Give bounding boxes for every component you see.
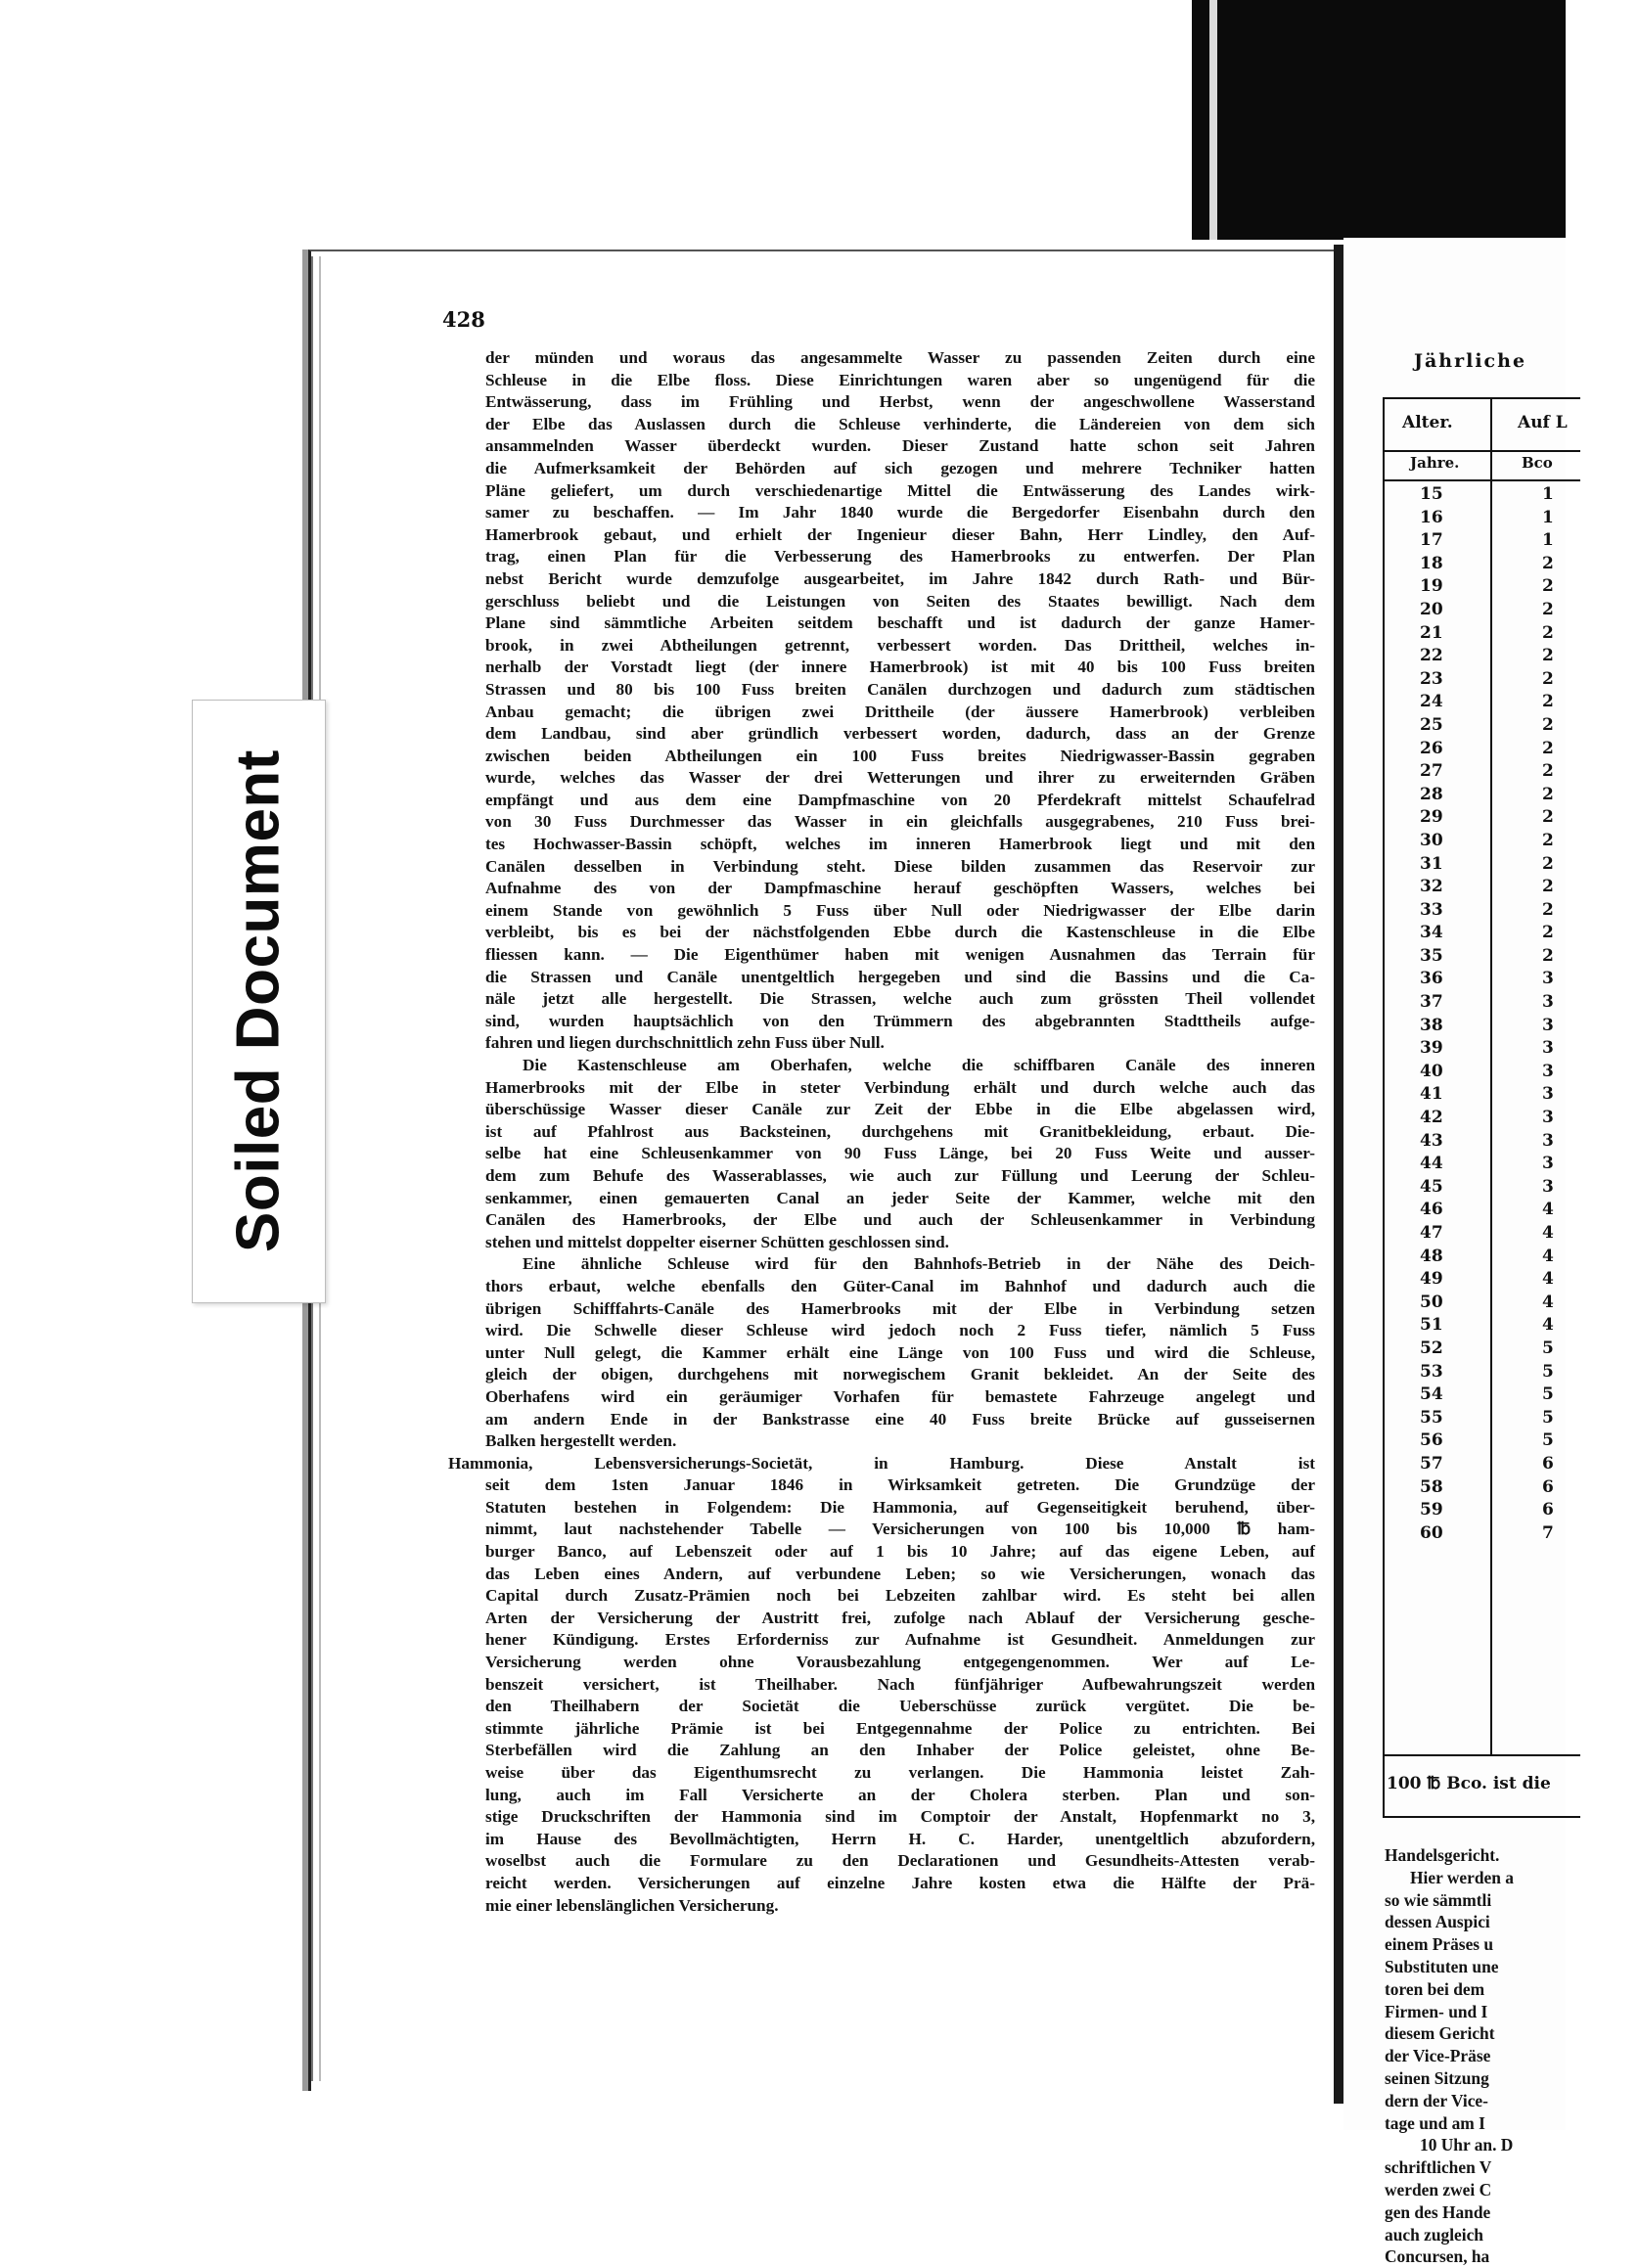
text-line: Anbau gemacht; die übrigen zwei Drittheile (der äussere Hamerbrook) verbleiben bbox=[485, 702, 1315, 721]
text-line: gen des Hande bbox=[1385, 2201, 1491, 2222]
book-gutter bbox=[1334, 245, 1343, 2104]
value-cell: 4 bbox=[1542, 1315, 1554, 1336]
age-cell: 37 bbox=[1420, 992, 1443, 1013]
table-row bbox=[1385, 646, 1580, 669]
table-row bbox=[1385, 1131, 1580, 1155]
table-row bbox=[1385, 923, 1580, 946]
table-row bbox=[1385, 1269, 1580, 1293]
table-row bbox=[1385, 1408, 1580, 1431]
text-line: Eine ähnliche Schleuse wird für den Bahnhofs-Betrieb in der Nähe des Deich- bbox=[523, 1254, 1315, 1274]
text-line: Sterbefällen wird die Zahlung an den Inhaber der Police geleistet, ohne Be- bbox=[485, 1741, 1315, 1760]
value-cell: 2 bbox=[1542, 899, 1554, 920]
table-row bbox=[1385, 739, 1580, 762]
value-cell: 2 bbox=[1542, 622, 1554, 643]
text-line: dem Landbau, sind aber gründlich verbessert worden, dadurch, dass an der Grenze bbox=[485, 724, 1315, 744]
value-cell: 3 bbox=[1542, 1061, 1554, 1081]
text-line: unter Null gelegt, die Kammer erhält eine Länge von 100 Fuss und wird die Schleuse, bbox=[485, 1342, 1315, 1362]
value-cell: 5 bbox=[1542, 1338, 1554, 1358]
text-line: tage und am I bbox=[1385, 2112, 1485, 2133]
table-row bbox=[1385, 715, 1580, 739]
value-cell: 5 bbox=[1542, 1361, 1554, 1382]
text-line: nebst Bericht wurde demzufolge ausgearbeitet, im Jahre 1842 durch Rath- und Bür- bbox=[485, 568, 1315, 588]
text-line: auch zugleich bbox=[1385, 2224, 1483, 2245]
age-cell: 39 bbox=[1420, 1038, 1443, 1059]
text-line: selbe hat eine Schleusenkammer von 90 Fuss Länge, bei 20 Fuss Weite und ausser- bbox=[485, 1144, 1315, 1163]
text-line: überschüssige Wasser dieser Canäle zur Zeit der Ebbe in die Elbe abgelassen wird, bbox=[485, 1100, 1315, 1119]
age-cell: 27 bbox=[1420, 761, 1443, 782]
value-cell: 2 bbox=[1542, 945, 1554, 966]
text-line: näle jetzt alle hergestellt. Die Strassen, welche auch zum grössten Theil vollendet bbox=[485, 989, 1315, 1009]
age-cell: 41 bbox=[1420, 1084, 1443, 1105]
age-cell: 16 bbox=[1420, 507, 1443, 527]
text-line: thors erbaut, welche ebenfalls den Güter-Canal im Bahnhof und dadurch auch die bbox=[485, 1276, 1315, 1295]
table-row bbox=[1385, 600, 1580, 623]
text-line: der Elbe das Auslassen durch die Schleuse verhinderte, die Ländereien von dem sich bbox=[485, 414, 1315, 433]
text-line: reicht werden. Versicherungen auf einzelne Jahre kosten etwa die Hälfte der Prä- bbox=[485, 1873, 1315, 1892]
table-row bbox=[1385, 992, 1580, 1016]
value-cell: 2 bbox=[1542, 807, 1554, 828]
text-line: Balken hergestellt werden. bbox=[485, 1431, 677, 1451]
text-line: burger Banco, auf Lebenszeit oder auf 1 bis 10 Jahre; auf das eigene Leben, auf bbox=[485, 1542, 1315, 1562]
age-cell: 38 bbox=[1420, 1015, 1443, 1035]
age-cell: 31 bbox=[1420, 853, 1443, 874]
text-line: das Leben eines Andern, auf verbundene Leben; so wie Versicherungen, wonach das bbox=[485, 1564, 1315, 1583]
text-line: stehen und mittelst doppelter eiserner Schütten geschlossen sind. bbox=[485, 1232, 949, 1251]
age-cell: 29 bbox=[1420, 807, 1443, 828]
age-cell: 47 bbox=[1420, 1223, 1443, 1243]
value-cell: 2 bbox=[1542, 877, 1554, 897]
text-line: fahren und liegen durchschnittlich zehn Fuss über Null. bbox=[485, 1033, 885, 1053]
text-line: die Strassen und Canäle unentgeltlich hergegeben und sind die Bassins und die Ca- bbox=[485, 967, 1315, 986]
text-line: dem zum Behufe des Wasserablasses, wie auch zur Füllung und Leerung der Schleu- bbox=[485, 1165, 1315, 1185]
text-line: tes Hochwasser-Bassin schöpft, welches im inneren Hamerbrook liegt und mit den bbox=[485, 835, 1315, 854]
text-line: Firmen- und I bbox=[1385, 2001, 1488, 2021]
value-cell: 2 bbox=[1542, 692, 1554, 712]
table-body bbox=[1385, 484, 1580, 1546]
table-row bbox=[1385, 576, 1580, 600]
text-line: Capital durch Zusatz-Prämien noch bei Lebzeiten zahlbar wird. Es steht bei allen bbox=[485, 1586, 1315, 1606]
table-row bbox=[1385, 1362, 1580, 1385]
text-line: Substituten une bbox=[1385, 1956, 1499, 1976]
text-line: einem Präses u bbox=[1385, 1934, 1494, 1955]
table-row bbox=[1385, 1062, 1580, 1085]
age-cell: 45 bbox=[1420, 1176, 1443, 1197]
table-row bbox=[1385, 807, 1580, 831]
text-line: der Vice-Präse bbox=[1385, 2046, 1491, 2066]
text-line: Die Kastenschleuse am Oberhafen, welche die schiffbaren Canäle des inneren bbox=[523, 1056, 1315, 1074]
text-line: dessen Auspici bbox=[1385, 1912, 1490, 1932]
table-row bbox=[1385, 484, 1580, 508]
age-cell: 46 bbox=[1420, 1200, 1443, 1220]
table-row bbox=[1385, 1177, 1580, 1201]
table-row bbox=[1385, 530, 1580, 554]
text-line: diesem Gericht bbox=[1385, 2023, 1495, 2044]
age-cell: 57 bbox=[1420, 1453, 1443, 1474]
value-cell: 3 bbox=[1542, 969, 1554, 989]
age-cell: 21 bbox=[1420, 622, 1443, 643]
text-line: ist auf Pfahlrost aus Backsteinen, durchgehens mit Granitbekleidung, erbaut. Die- bbox=[485, 1121, 1315, 1141]
text-line: Hier werden a bbox=[1410, 1867, 1514, 1887]
text-line: gleich der obigen, durchgehens mit norwegischem Granit bekleidet. An der Seite des bbox=[485, 1365, 1315, 1384]
value-cell: 1 bbox=[1542, 484, 1554, 504]
table-row bbox=[1385, 1338, 1580, 1362]
text-line: von 30 Fuss Durchmesser das Wasser in ein gleichfalls ausgegrabenes, 210 Fuss brei- bbox=[485, 812, 1315, 832]
value-cell: 2 bbox=[1542, 553, 1554, 573]
table-row bbox=[1385, 1247, 1580, 1270]
age-cell: 42 bbox=[1420, 1108, 1443, 1128]
text-line: dern der Vice- bbox=[1385, 2090, 1488, 2110]
age-cell: 20 bbox=[1420, 599, 1443, 619]
age-cell: 28 bbox=[1420, 784, 1443, 804]
value-cell: 2 bbox=[1542, 738, 1554, 758]
age-cell: 17 bbox=[1420, 530, 1443, 551]
table-row bbox=[1385, 1154, 1580, 1177]
value-cell: 6 bbox=[1542, 1453, 1554, 1474]
right-page-text bbox=[1385, 1844, 1639, 2268]
table-row bbox=[1385, 1016, 1580, 1039]
table-row bbox=[1385, 900, 1580, 924]
age-cell: 52 bbox=[1420, 1338, 1443, 1358]
age-cell: 51 bbox=[1420, 1315, 1443, 1336]
age-cell: 54 bbox=[1420, 1384, 1443, 1405]
text-line: am andern Ende in der Bankstrasse eine 40 Fuss breite Brücke auf gusseisernen bbox=[485, 1409, 1315, 1429]
page-number: 428 bbox=[442, 307, 485, 332]
age-cell: 36 bbox=[1420, 969, 1443, 989]
age-cell: 50 bbox=[1420, 1292, 1443, 1312]
age-cell: 19 bbox=[1420, 576, 1443, 597]
table-row bbox=[1385, 1200, 1580, 1223]
text-line: wird. Die Schwelle dieser Schleuse wird jedoch noch 2 Fuss tiefer, nämlich 5 Fuss bbox=[485, 1321, 1315, 1340]
text-line: Canälen desselben in Verbindung steht. Diese bilden zusammen das Reservoir zur bbox=[485, 856, 1315, 876]
value-cell: 3 bbox=[1542, 1108, 1554, 1128]
table-row bbox=[1385, 1523, 1580, 1547]
value-cell: 2 bbox=[1542, 714, 1554, 735]
text-line: Entwässerung, dass im Frühling und Herbst, wenn der angeschwollene Wasserstand bbox=[485, 392, 1315, 412]
table-row bbox=[1385, 1038, 1580, 1062]
text-line: einem Stande von gewöhnlich 5 Fuss über Null oder Niedrigwasser der Elbe darin bbox=[485, 900, 1315, 920]
text-line: Canälen des Hamerbrooks, der Elbe und auch der Schleusenkammer in Verbindung bbox=[485, 1210, 1315, 1230]
table-unit-row bbox=[1385, 450, 1580, 481]
scanner-background bbox=[1192, 0, 1566, 240]
table-row bbox=[1385, 1293, 1580, 1316]
value-cell: 2 bbox=[1542, 853, 1554, 874]
age-cell: 44 bbox=[1420, 1154, 1443, 1174]
table-row bbox=[1385, 508, 1580, 531]
age-cell: 18 bbox=[1420, 553, 1443, 573]
text-line: seinen Sitzung bbox=[1385, 2067, 1489, 2088]
value-cell: 2 bbox=[1542, 923, 1554, 943]
value-column-header: Auf L bbox=[1518, 413, 1568, 432]
text-line: senkammer, einen gemauerten Canal an jeder Seite der Kammer, welche mit den bbox=[485, 1188, 1315, 1207]
age-cell: 26 bbox=[1420, 738, 1443, 758]
text-line: so wie sämmtli bbox=[1385, 1889, 1492, 1910]
age-cell: 60 bbox=[1420, 1522, 1443, 1543]
age-cell: 34 bbox=[1420, 923, 1443, 943]
text-line: im Hause des Bevollmächtigten, Herrn H. C. Harder, unentgeltlich abzufordern, bbox=[485, 1829, 1315, 1848]
text-line: nerhalb der Vorstadt liegt (der innere Hamerbrook) ist mit 40 bis 100 Fuss breiten bbox=[485, 658, 1315, 677]
age-unit: Jahre. bbox=[1410, 454, 1460, 472]
value-cell: 1 bbox=[1542, 530, 1554, 551]
table-row bbox=[1385, 1108, 1580, 1131]
text-line: weise über das Eigenthumsrecht zu verlangen. Die Hammonia leistet Zah- bbox=[485, 1763, 1315, 1782]
value-cell: 2 bbox=[1542, 668, 1554, 689]
text-line: der münden und woraus das angesammelte Wasser zu passenden Zeiten durch eine bbox=[485, 348, 1315, 367]
age-cell: 56 bbox=[1420, 1430, 1443, 1451]
text-line: fliessen kann. — Die Eigenthümer haben mit wenigen Ausnahmen das Terrain für bbox=[485, 945, 1315, 965]
age-cell: 33 bbox=[1420, 899, 1443, 920]
text-line: toren bei dem bbox=[1385, 1978, 1485, 1999]
value-cell: 2 bbox=[1542, 761, 1554, 782]
text-line: woselbst auch die Formulare zu den Declarationen und Gesundheits-Attesten verab- bbox=[485, 1851, 1315, 1871]
text-line: lung, auch im Fall Versicherte an der Cholera sterben. Plan und son- bbox=[485, 1785, 1315, 1804]
text-line: den Theilhabern der Societät die Ueberschüsse zurück vergütet. Die be- bbox=[485, 1697, 1315, 1716]
table-row bbox=[1385, 1084, 1580, 1108]
scanner-gap bbox=[1209, 0, 1217, 240]
value-cell: 2 bbox=[1542, 576, 1554, 597]
table-row bbox=[1385, 669, 1580, 693]
age-cell: 30 bbox=[1420, 830, 1443, 850]
text-line: Aufnahme des von der Dampfmaschine herauf geschöpften Wassers, welches bei bbox=[485, 879, 1315, 898]
table-footer-text: 100 ℔ Bco. ist die bbox=[1387, 1774, 1551, 1793]
text-line: stimmte jährliche Prämie ist bei Entgegennahme der Police zu entrichten. Bei bbox=[485, 1718, 1315, 1738]
value-cell: 5 bbox=[1542, 1430, 1554, 1451]
table-row bbox=[1385, 623, 1580, 647]
text-line: Plane sind sämmtliche Arbeiten seitdem beschafft und ist dadurch der ganze Hamer- bbox=[485, 613, 1315, 633]
text-line: Arten der Versicherung der Austritt frei, zufolge nach Ablauf der Versicherung gesche- bbox=[485, 1608, 1315, 1627]
table-row bbox=[1385, 831, 1580, 854]
value-cell: 3 bbox=[1542, 1130, 1554, 1151]
table-row bbox=[1385, 1223, 1580, 1247]
text-line: empfängt und aus dem eine Dampfmaschine von 20 Pferdekraft mittelst Schaufelrad bbox=[485, 790, 1315, 809]
table-row bbox=[1385, 854, 1580, 878]
age-cell: 35 bbox=[1420, 945, 1443, 966]
table-row bbox=[1385, 1454, 1580, 1477]
value-cell: 2 bbox=[1542, 646, 1554, 666]
table-row bbox=[1385, 1315, 1580, 1338]
age-cell: 58 bbox=[1420, 1476, 1443, 1497]
text-line: übrigen Schifffahrts-Canäle des Hamerbrooks mit der Elbe in Verbindung setzen bbox=[485, 1298, 1315, 1318]
table-row bbox=[1385, 692, 1580, 715]
value-cell: 3 bbox=[1542, 1084, 1554, 1105]
text-line: Hamerbrooks mit der Elbe in steter Verbindung erhält und durch welche auch das bbox=[485, 1077, 1315, 1097]
age-cell: 22 bbox=[1420, 646, 1443, 666]
age-cell: 32 bbox=[1420, 877, 1443, 897]
value-cell: 4 bbox=[1542, 1269, 1554, 1290]
soiled-document-text: Soiled Document bbox=[224, 749, 293, 1252]
age-cell: 49 bbox=[1420, 1269, 1443, 1290]
table-row bbox=[1385, 785, 1580, 808]
age-cell: 23 bbox=[1420, 668, 1443, 689]
age-cell: 59 bbox=[1420, 1500, 1443, 1520]
value-cell: 3 bbox=[1542, 1176, 1554, 1197]
age-cell: 43 bbox=[1420, 1130, 1443, 1151]
table-row bbox=[1385, 969, 1580, 992]
text-line: seit dem 1sten Januar 1846 in Wirksamkeit getreten. Die Grundzüge der bbox=[485, 1475, 1315, 1495]
text-line: brook, in zwei Abtheilungen getrennt, verbessert worden. Das Drittheil, welches in- bbox=[485, 635, 1315, 655]
table-row bbox=[1385, 877, 1580, 900]
text-line: hener Kündigung. Erstes Erforderniss zur Aufnahme ist Gesundheit. Anmeldungen zur bbox=[485, 1630, 1315, 1650]
table-title: Jährliche bbox=[1414, 350, 1527, 372]
value-cell: 2 bbox=[1542, 784, 1554, 804]
value-cell: 3 bbox=[1542, 1154, 1554, 1174]
text-line: gerschluss beliebt und die Leistungen von Seiten des Staates bewilligt. Nach dem bbox=[485, 591, 1315, 611]
age-cell: 55 bbox=[1420, 1407, 1443, 1428]
value-cell: 5 bbox=[1542, 1384, 1554, 1405]
value-cell: 7 bbox=[1542, 1522, 1554, 1543]
age-cell: 53 bbox=[1420, 1361, 1443, 1382]
value-cell: 6 bbox=[1542, 1500, 1554, 1520]
text-line: wurde, welches das Wasser der drei Wetterungen und ihrer zu erweiternden Gräben bbox=[485, 768, 1315, 788]
text-line: benszeit versichert, ist Theilhaber. Nach fünfjähriger Aufbewahrungszeit werden bbox=[485, 1674, 1315, 1694]
value-cell: 3 bbox=[1542, 1038, 1554, 1059]
age-cell: 15 bbox=[1420, 484, 1443, 504]
text-line: Hamerbrook gebaut, und erhielt der Ingenieur dieser Bahn, Herr Lindley, den Auf- bbox=[485, 524, 1315, 544]
text-line: verbleibt, bis es bei der nächstfolgenden Ebbe durch die Kastenschleuse in die Elbe bbox=[485, 923, 1315, 942]
age-cell: 48 bbox=[1420, 1246, 1443, 1266]
text-line: Handelsgericht. bbox=[1385, 1845, 1500, 1865]
value-cell: 4 bbox=[1542, 1292, 1554, 1312]
value-cell: 5 bbox=[1542, 1407, 1554, 1428]
table-footer bbox=[1385, 1754, 1580, 1817]
table-row bbox=[1385, 1430, 1580, 1454]
value-cell: 1 bbox=[1542, 507, 1554, 527]
text-line: schriftlichen V bbox=[1385, 2157, 1492, 2178]
age-column-header: Alter. bbox=[1402, 413, 1453, 432]
text-line: nimmt, laut nachstehender Tabelle — Versicherungen von 100 bis 10,000 ℔ ham- bbox=[485, 1520, 1315, 1539]
soiled-document-label bbox=[192, 700, 326, 1303]
value-cell: 2 bbox=[1542, 599, 1554, 619]
text-line: Statuten bestehen in Folgendem: Die Hammonia, auf Gegenseitigkeit beruhend, über- bbox=[485, 1497, 1315, 1517]
age-cell: 24 bbox=[1420, 692, 1443, 712]
value-cell: 6 bbox=[1542, 1476, 1554, 1497]
age-cell: 25 bbox=[1420, 714, 1443, 735]
text-line: ansammelnden Wasser überdeckt wurden. Dieser Zustand hatte schon seit Jahren bbox=[485, 436, 1315, 456]
table-row bbox=[1385, 554, 1580, 577]
table-header-row bbox=[1385, 399, 1580, 452]
text-line: Oberhafens wird ein geräumiger Vorhafen für bemastete Fahrzeuge angelegt und bbox=[485, 1386, 1315, 1406]
table-row bbox=[1385, 1500, 1580, 1523]
text-line: 10 Uhr an. D bbox=[1420, 2135, 1514, 2155]
text-line: mie einer lebenslänglichen Versicherung. bbox=[485, 1895, 779, 1915]
text-line: trag, einen Plan für die Verbesserung des Hamerbrooks zu entwerfen. Der Plan bbox=[485, 547, 1315, 567]
text-line: sind, wurden hauptsächlich von den Trümmern des abgebrannten Stadttheils aufge- bbox=[485, 1011, 1315, 1030]
text-line: Strassen und 80 bis 100 Fuss breiten Canälen durchzogen und dadurch zum städtischen bbox=[485, 679, 1315, 699]
text-line: Concursen, ha bbox=[1385, 2246, 1490, 2267]
value-cell: 4 bbox=[1542, 1223, 1554, 1243]
text-line: Versicherung werden ohne Vorausbezahlung entgegengenommen. Wer auf Le- bbox=[485, 1653, 1315, 1672]
table-row bbox=[1385, 761, 1580, 785]
value-cell: 2 bbox=[1542, 830, 1554, 850]
text-line: Schleuse in die Elbe floss. Diese Einrichtungen waren aber so ungenügend für die bbox=[485, 370, 1315, 389]
value-cell: 3 bbox=[1542, 992, 1554, 1013]
text-line: stige Druckschriften der Hammonia sind im Comptoir der Anstalt, Hopfenmarkt no 3, bbox=[485, 1807, 1315, 1827]
value-cell: 4 bbox=[1542, 1246, 1554, 1266]
table-row bbox=[1385, 946, 1580, 970]
table-row bbox=[1385, 1384, 1580, 1408]
right-page bbox=[1343, 238, 1568, 2267]
text-line: werden zwei C bbox=[1385, 2179, 1492, 2200]
text-line: Hammonia, Lebensversicherungs-Societät, in Hamburg. Diese Anstalt ist bbox=[448, 1453, 1315, 1473]
text-line: zwischen beiden Abtheilungen ein 100 Fuss breites Niedrigwasser-Bassin gegraben bbox=[485, 746, 1315, 765]
left-page-text bbox=[448, 347, 1315, 1917]
value-cell: 4 bbox=[1542, 1200, 1554, 1220]
table-row bbox=[1385, 1477, 1580, 1501]
text-line: die Aufmerksamkeit der Behörden auf sich gezogen und mehrere Techniker hatten bbox=[485, 458, 1315, 477]
value-unit: Bco bbox=[1522, 454, 1553, 472]
value-cell: 3 bbox=[1542, 1015, 1554, 1035]
premium-table bbox=[1383, 397, 1580, 1818]
age-cell: 40 bbox=[1420, 1061, 1443, 1081]
text-line: Pläne geliefert, um durch verschiedenartige Mittel die Entwässerung des Landes wirk- bbox=[485, 480, 1315, 500]
text-line: samer zu beschaffen. — Im Jahr 1840 wurde die Bergedorfer Eisenbahn durch den bbox=[485, 503, 1315, 522]
